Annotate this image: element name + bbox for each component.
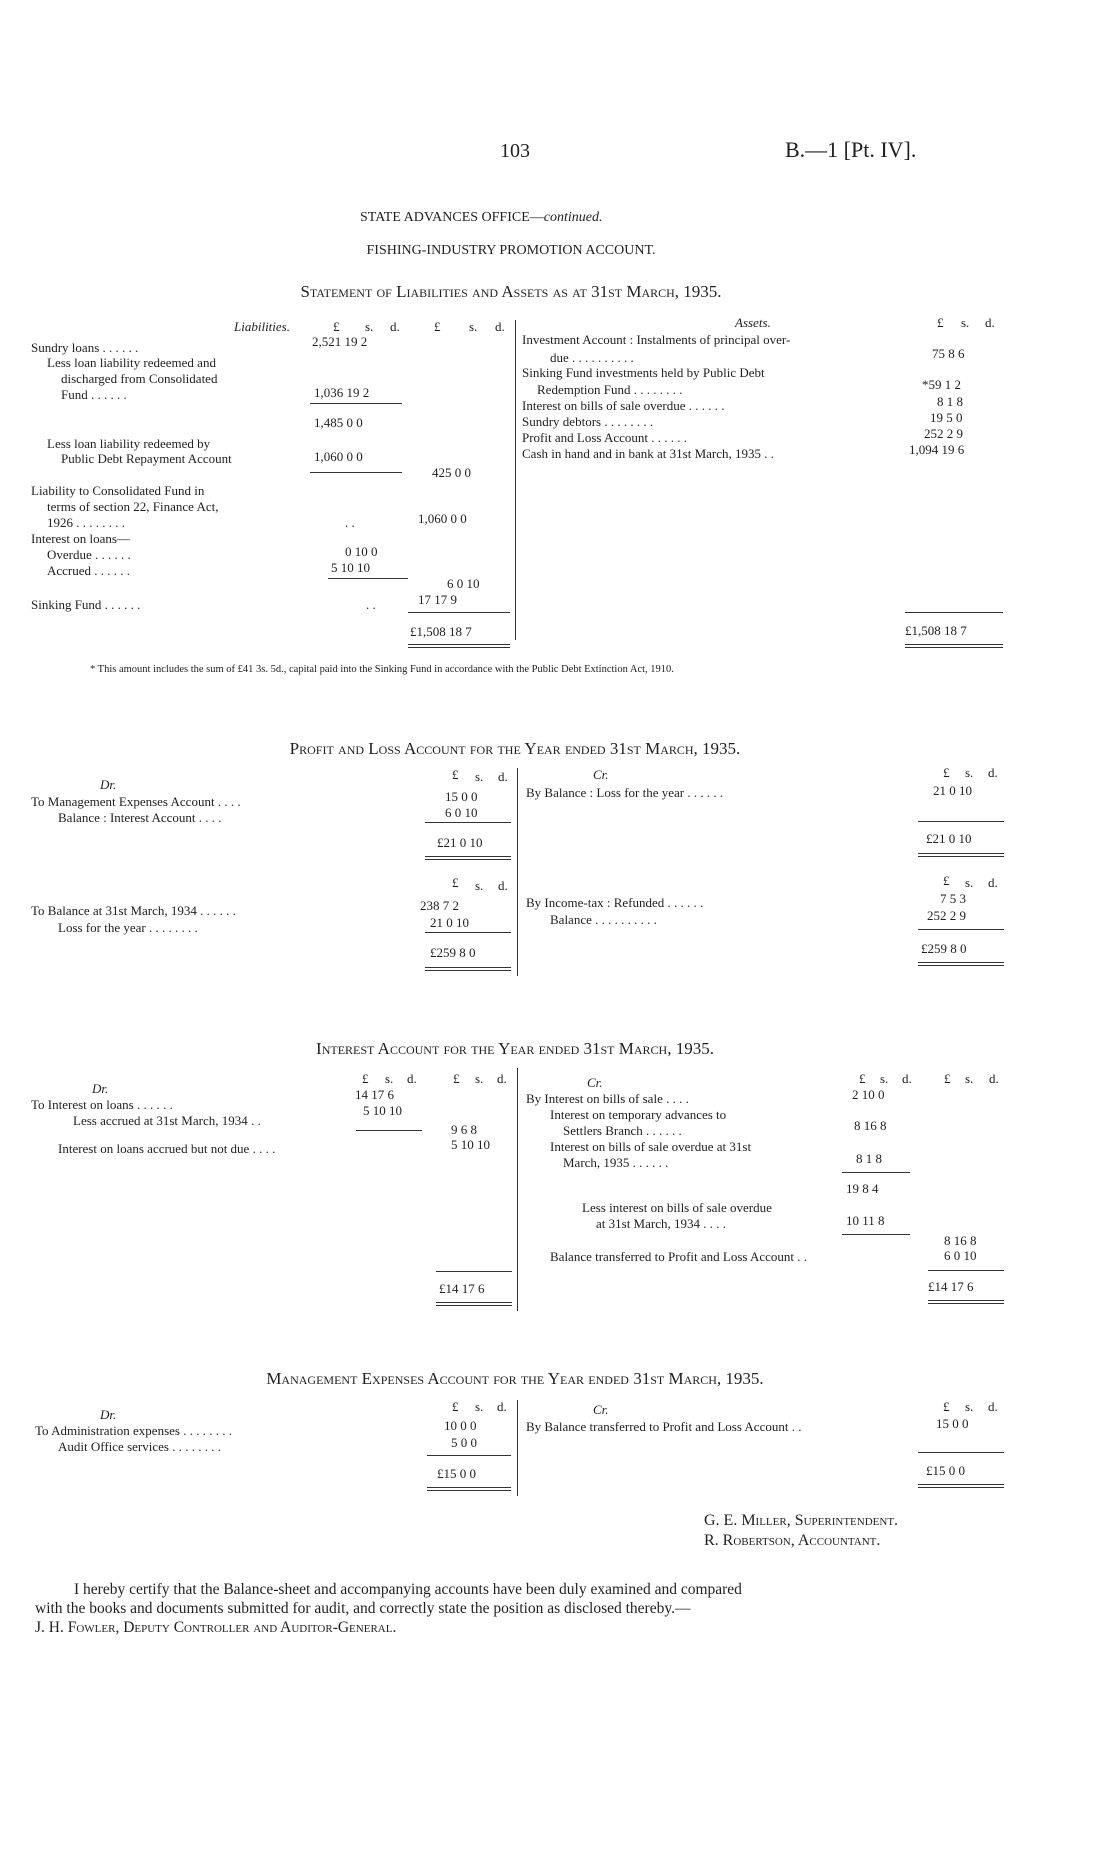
overdue-label: Overdue . . . . . . <box>47 547 131 562</box>
col-shillings: s. <box>469 319 478 334</box>
col-shillings: s. <box>965 1071 974 1086</box>
col-pence: d. <box>390 319 400 334</box>
interest-cr-line: March, 1935 . . . . . . <box>563 1155 669 1170</box>
cr-label: Cr. <box>593 767 609 782</box>
interest-cr-amount: 8 1 8 <box>856 1151 882 1166</box>
accrued-amount: 5 10 10 <box>331 560 370 575</box>
pl-cr-amount: 252 2 9 <box>927 908 966 923</box>
less-loan-label: Less loan liability redeemed and <box>47 355 216 370</box>
col-shillings: s. <box>385 1071 394 1086</box>
interest-cr-amount: 2 10 0 <box>852 1087 885 1102</box>
col-shillings: s. <box>475 1071 484 1086</box>
col-pound: £ <box>333 319 340 334</box>
less-public-debt-amount: 1,060 0 0 <box>314 449 363 464</box>
col-pound: £ <box>452 767 459 782</box>
pl-dr-amount: 6 0 10 <box>445 805 478 820</box>
double-rule <box>905 644 1003 648</box>
office-heading: STATE ADVANCES OFFICE—continued. <box>360 210 603 225</box>
net-loans-amount: 425 0 0 <box>432 465 471 480</box>
col-shillings: s. <box>475 878 484 893</box>
consolidated-fund-label: terms of section 22, Finance Act, <box>47 499 219 514</box>
dr-label: Dr. <box>100 1407 117 1422</box>
double-rule <box>436 1302 512 1306</box>
signature-superintendent: G. E. Miller, Superintendent. <box>704 1512 899 1529</box>
double-rule <box>918 1484 1004 1488</box>
certificate-signature: J. H. Fowler, Deputy Controller and Auditor-General. <box>35 1619 397 1636</box>
rule <box>427 1455 511 1456</box>
interest-dr-net: 9 6 8 <box>451 1122 477 1137</box>
assets-total: £1,508 18 7 <box>905 623 967 638</box>
management-dr-amount: 5 0 0 <box>451 1435 477 1450</box>
consolidated-fund-label: Liability to Consolidated Fund in <box>31 483 205 498</box>
overdue-amount: 0 10 0 <box>345 544 378 559</box>
liabilities-total: £1,508 18 7 <box>410 624 472 639</box>
pl-title: Profit and Loss Account for the Year ended 31st March, 1935. <box>289 739 741 758</box>
pl-cr-line: Balance . . . . . . . . . . <box>550 912 657 927</box>
management-dr-amount: 10 0 0 <box>444 1418 477 1433</box>
rule <box>310 472 402 473</box>
pl-cr-line: By Balance : Loss for the year . . . . . . <box>526 785 724 800</box>
management-cr-amount: 15 0 0 <box>936 1416 969 1431</box>
management-cr-total: £15 0 0 <box>926 1463 965 1478</box>
interest-cr-amount: 6 0 10 <box>944 1248 977 1263</box>
footnote: * This amount includes the sum of £41 3s. 5d., capital paid into the Sinking Fund in accordance with the Public Debt Extinction Act, 1910. <box>90 664 674 675</box>
interest-cr-net: 8 16 8 <box>944 1233 977 1248</box>
col-pound: £ <box>452 1399 459 1414</box>
sundry-loans-label: Sundry loans . . . . . . <box>31 340 139 355</box>
less-loan-label: discharged from Consolidated <box>61 371 218 386</box>
col-pound: £ <box>362 1071 369 1086</box>
column-divider <box>517 1068 518 1311</box>
col-pound: £ <box>452 875 459 890</box>
pl-dr-amount: 15 0 0 <box>445 789 478 804</box>
double-rule <box>427 1487 511 1491</box>
interest-cr-line: Interest on temporary advances to <box>550 1107 727 1122</box>
pl-cr-amount: 21 0 10 <box>933 783 972 798</box>
interest-bills-amount: 8 1 8 <box>937 394 963 409</box>
col-shillings: s. <box>475 1399 484 1414</box>
pl-dr-total: £21 0 10 <box>437 835 483 850</box>
investment-account-amount: 75 8 6 <box>932 346 965 361</box>
less-public-debt-label: Less loan liability redeemed by <box>47 436 211 451</box>
interest-dr-line: Interest on loans accrued but not due . . . . <box>58 1141 276 1156</box>
leader-dots: . . <box>345 515 355 530</box>
consolidated-fund-amount: 1,060 0 0 <box>418 511 467 526</box>
sundry-loans-amount: 2,521 19 2 <box>312 334 368 349</box>
rule <box>310 403 402 404</box>
col-pound: £ <box>943 765 950 780</box>
column-divider <box>517 768 518 976</box>
assets-label: Assets. <box>735 315 771 330</box>
col-pence: d. <box>495 319 505 334</box>
col-pence: d. <box>407 1071 417 1086</box>
certificate-text: I hereby certify that the Balance-sheet and accompanying accounts have been duly examined and compared <box>74 1581 742 1598</box>
investment-account-label: due . . . . . . . . . . <box>550 350 634 365</box>
col-pence: d. <box>498 878 508 893</box>
column-divider <box>515 320 516 640</box>
dr-label: Dr. <box>92 1081 109 1096</box>
interest-cr-line: By Interest on bills of sale . . . . <box>526 1091 689 1106</box>
management-dr-total: £15 0 0 <box>437 1466 476 1481</box>
double-rule <box>928 1300 1004 1304</box>
pl-dr-line: To Management Expenses Account . . . . <box>31 794 241 809</box>
pl-dr-line: Balance : Interest Account . . . . <box>58 810 222 825</box>
interest-cr-total: £14 17 6 <box>928 1279 974 1294</box>
pl-cr-line: By Income-tax : Refunded . . . . . . <box>526 895 704 910</box>
col-shillings: s. <box>365 319 374 334</box>
profit-loss-label: Profit and Loss Account . . . . . . <box>522 430 688 445</box>
col-pence: d. <box>498 769 508 784</box>
sinking-fund-investments-label: Sinking Fund investments held by Public Debt <box>522 365 765 380</box>
interest-title: Interest Account for the Year ended 31st March, 1935. <box>316 1039 714 1058</box>
rule <box>356 1130 422 1131</box>
certificate-text: with the books and documents submitted for audit, and correctly state the position as disclosed thereby.— <box>35 1600 691 1617</box>
rule <box>905 612 1003 613</box>
interest-dr-amount: 5 10 10 <box>363 1103 402 1118</box>
cash-label: Cash in hand and in bank at 31st March, 1935 . . <box>522 446 775 461</box>
interest-bills-label: Interest on bills of sale overdue . . . . . . <box>522 398 725 413</box>
col-shillings: s. <box>961 315 970 330</box>
col-pence: d. <box>497 1399 507 1414</box>
col-pound: £ <box>943 1399 950 1414</box>
profit-loss-amount: 252 2 9 <box>924 426 963 441</box>
rule <box>842 1234 910 1235</box>
rule <box>928 1270 1004 1271</box>
page-number: 103 <box>500 140 530 162</box>
double-rule <box>918 962 1004 966</box>
col-pence: d. <box>497 1071 507 1086</box>
double-rule <box>408 644 510 648</box>
consolidated-fund-label: 1926 . . . . . . . . <box>47 515 125 530</box>
sinking-fund-amount: 17 17 9 <box>418 592 457 607</box>
interest-dr-amount: 5 10 10 <box>451 1137 490 1152</box>
col-pound: £ <box>944 1071 951 1086</box>
less-public-debt-label: Public Debt Repayment Account <box>61 451 232 466</box>
rule <box>918 929 1004 930</box>
sundry-debtors-label: Sundry debtors . . . . . . . . <box>522 414 654 429</box>
pl-dr-line: Loss for the year . . . . . . . . <box>58 920 198 935</box>
col-pound: £ <box>937 315 944 330</box>
pl-dr-total: £259 8 0 <box>430 945 476 960</box>
interest-dr-line: To Interest on loans . . . . . . <box>31 1097 173 1112</box>
col-pence: d. <box>988 765 998 780</box>
double-rule <box>918 853 1004 857</box>
accrued-label: Accrued . . . . . . <box>47 563 131 578</box>
col-shillings: s. <box>965 765 974 780</box>
interest-on-loans-label: Interest on loans— <box>31 531 130 546</box>
interest-cr-line: Balance transferred to Profit and Loss Account . . <box>550 1249 808 1264</box>
col-shillings: s. <box>475 769 484 784</box>
interest-cr-amount: 10 11 8 <box>846 1213 885 1228</box>
col-pence: d. <box>985 315 995 330</box>
interest-dr-line: Less accrued at 31st March, 1934 . . <box>73 1113 261 1128</box>
rule <box>425 932 511 933</box>
interest-cr-amount: 8 16 8 <box>854 1118 887 1133</box>
cash-amount: 1,094 19 6 <box>909 442 965 457</box>
double-rule <box>425 967 511 971</box>
double-rule <box>425 856 511 860</box>
pl-cr-amount: 7 5 3 <box>940 891 966 906</box>
col-pence: d. <box>988 875 998 890</box>
account-title: FISHING-INDUSTRY PROMOTION ACCOUNT. <box>366 243 656 258</box>
pl-dr-amount: 21 0 10 <box>430 915 469 930</box>
pl-dr-amount: 238 7 2 <box>420 898 459 913</box>
rule <box>408 612 510 613</box>
pl-cr-total: £21 0 10 <box>926 831 972 846</box>
rule <box>918 1452 1004 1453</box>
col-pence: d. <box>902 1071 912 1086</box>
leader-dots: . . <box>366 597 376 612</box>
interest-dr-total: £14 17 6 <box>439 1281 485 1296</box>
pl-cr-total: £259 8 0 <box>921 941 967 956</box>
interest-dr-amount: 14 17 6 <box>355 1087 394 1102</box>
col-pound: £ <box>453 1071 460 1086</box>
interest-cr-subtotal: 19 8 4 <box>846 1181 879 1196</box>
interest-total-amount: 6 0 10 <box>447 576 480 591</box>
cr-label: Cr. <box>593 1402 609 1417</box>
rule <box>328 578 408 579</box>
dr-label: Dr. <box>100 777 117 792</box>
management-dr-line: To Administration expenses . . . . . . . . <box>35 1423 232 1438</box>
cr-label: Cr. <box>587 1075 603 1090</box>
interest-cr-line: at 31st March, 1934 . . . . <box>596 1216 726 1231</box>
col-shillings: s. <box>965 875 974 890</box>
sinking-fund-label: Sinking Fund . . . . . . <box>31 597 141 612</box>
rule <box>918 821 1004 822</box>
statement-title: Statement of Liabilities and Assets as at 31st March, 1935. <box>300 282 722 301</box>
col-shillings: s. <box>880 1071 889 1086</box>
investment-account-label: Investment Account : Instalments of principal over- <box>522 332 791 347</box>
series-reference: B.—1 [Pt. IV]. <box>785 137 917 162</box>
management-dr-line: Audit Office services . . . . . . . . <box>58 1439 221 1454</box>
rule <box>425 822 511 823</box>
interest-cr-line: Interest on bills of sale overdue at 31st <box>550 1139 752 1154</box>
sundry-debtors-amount: 19 5 0 <box>930 410 963 425</box>
sinking-fund-investments-amount: *59 1 2 <box>922 377 961 392</box>
rule <box>842 1172 910 1173</box>
signature-accountant: R. Robertson, Accountant. <box>704 1532 881 1549</box>
col-pence: d. <box>988 1399 998 1414</box>
col-pence: d. <box>989 1071 999 1086</box>
column-divider <box>517 1400 518 1496</box>
col-shillings: s. <box>965 1399 974 1414</box>
col-pound: £ <box>434 319 441 334</box>
pl-dr-line: To Balance at 31st March, 1934 . . . . . . <box>31 903 236 918</box>
subtotal-amount: 1,485 0 0 <box>314 415 363 430</box>
interest-cr-line: Less interest on bills of sale overdue <box>582 1200 772 1215</box>
col-pound: £ <box>943 873 950 888</box>
liabilities-label: Liabilities. <box>234 319 290 334</box>
management-cr-line: By Balance transferred to Profit and Loss Account . . <box>526 1419 802 1434</box>
management-title: Management Expenses Account for the Year ended 31st March, 1935. <box>266 1369 764 1388</box>
sinking-fund-investments-label: Redemption Fund . . . . . . . . <box>537 382 683 397</box>
interest-cr-line: Settlers Branch . . . . . . <box>563 1123 682 1138</box>
col-pound: £ <box>859 1071 866 1086</box>
less-loan-amount: 1,036 19 2 <box>314 385 370 400</box>
rule <box>436 1271 512 1272</box>
less-loan-label: Fund . . . . . . <box>61 387 127 402</box>
